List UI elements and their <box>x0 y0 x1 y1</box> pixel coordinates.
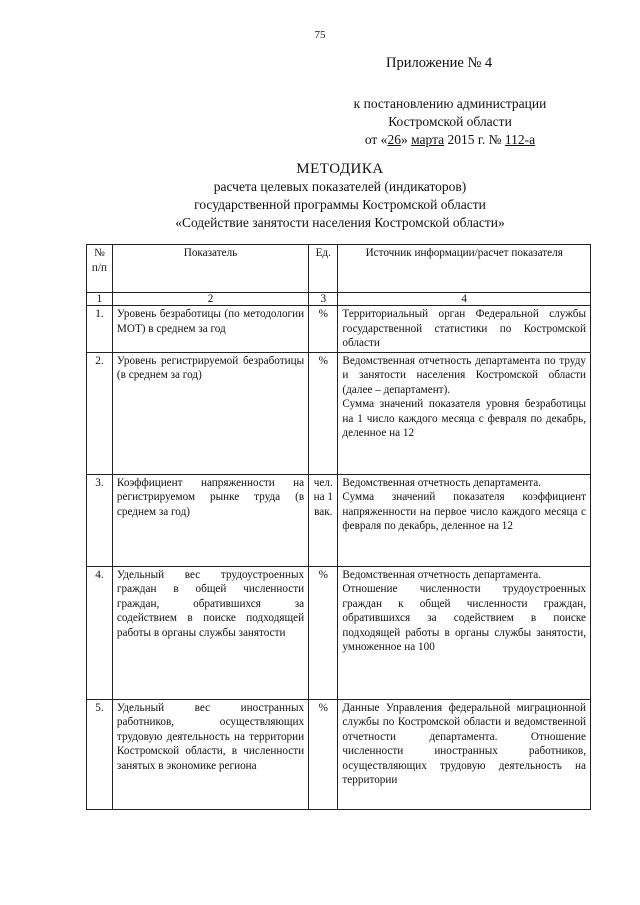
table-row <box>87 306 591 353</box>
decree-day: 26 <box>387 132 401 147</box>
col-number: 3 <box>309 293 338 306</box>
col-number: 4 <box>338 293 591 306</box>
row-number: 3. <box>87 474 113 566</box>
column-numbers-row <box>87 293 591 306</box>
header-source: Источник информации/расчет показателя <box>338 245 591 293</box>
row-number: 4. <box>87 566 113 699</box>
row-unit: % <box>309 352 338 474</box>
row-unit: % <box>309 566 338 699</box>
col-number: 1 <box>87 293 113 306</box>
col-number: 2 <box>112 293 308 306</box>
row-indicator: Удельный вес трудоустроенных граждан в общей численности граждан, обратившихся за содействием в поиске подходящей работы в органы службы занятости <box>112 566 308 699</box>
table-row <box>87 566 591 699</box>
row-indicator: Коэффициент напряженности на регистрируемом рынке труда (в среднем за год) <box>112 474 308 566</box>
decree-reference <box>330 95 570 149</box>
table-row <box>87 474 591 566</box>
appendix-heading: Приложение № 4 <box>386 55 493 71</box>
indicators-table <box>86 244 591 810</box>
table-header-row <box>87 245 591 293</box>
page-number: 75 <box>314 29 326 41</box>
row-source: Ведомственная отчетность департамента. Отношение численности трудоустроенных граждан к общей численности граждан, обратившихся за содействием в поиске подходящей работы в органы службы занятости, умноженное на 100 <box>338 566 591 699</box>
row-source: Данные Управления федеральной миграционной службы по Костромской области и ведомственной отчетности департамента. Отношение численности иностранных работников, осуществляющих трудовую деятельность на территории <box>338 699 591 809</box>
row-number: 1. <box>87 306 113 353</box>
title-main: МЕТОДИКА <box>296 161 384 177</box>
title-line-1: расчета целевых показателей (индикаторов) <box>213 179 467 194</box>
decree-line-2: Костромской области <box>388 114 512 129</box>
decree-date-line: от «26» марта 2015 г. № 112-а <box>364 132 536 147</box>
decree-line-1: к постановлению администрации <box>353 96 547 111</box>
row-unit: чел. на 1 вак. <box>309 474 338 566</box>
row-unit: % <box>309 306 338 353</box>
row-indicator: Уровень регистрируемой безработицы (в среднем за год) <box>112 352 308 474</box>
title-line-2: государственной программы Костромской области <box>194 197 486 212</box>
decree-number: 112-а <box>504 132 536 147</box>
row-source: Ведомственная отчетность департамента. Сумма значений показателя коэффициент напряженности на первое число каждого месяца с февраля по декабрь, деленное на 12 <box>338 474 591 566</box>
row-number: 2. <box>87 352 113 474</box>
header-indicator: Показатель <box>112 245 308 293</box>
header-unit: Ед. <box>309 245 338 293</box>
header-number: № п/п <box>87 245 113 293</box>
row-indicator: Удельный вес иностранных работников, осуществляющих трудовую деятельность на территории Костромской области, в численности занятых в экономике региона <box>112 699 308 809</box>
row-source: Территориальный орган Федеральной службы государственной статистики по Костромской области <box>338 306 591 353</box>
table-row <box>87 352 591 474</box>
row-unit: % <box>309 699 338 809</box>
decree-month: марта <box>411 132 445 147</box>
title-line-3: «Содействие занятости населения Костромской области» <box>175 215 505 230</box>
row-indicator: Уровень безработицы (по методологии МОТ) в среднем за год <box>112 306 308 353</box>
row-number: 5. <box>87 699 113 809</box>
table-row <box>87 699 591 809</box>
row-source: Ведомственная отчетность департамента по труду и занятости населения Костромской области (далее – департамент). Сумма значений показателя уровня безработицы на 1 число каждого месяца с февраля по декабрь, деленное на 12 <box>338 352 591 474</box>
document-title <box>90 160 590 232</box>
